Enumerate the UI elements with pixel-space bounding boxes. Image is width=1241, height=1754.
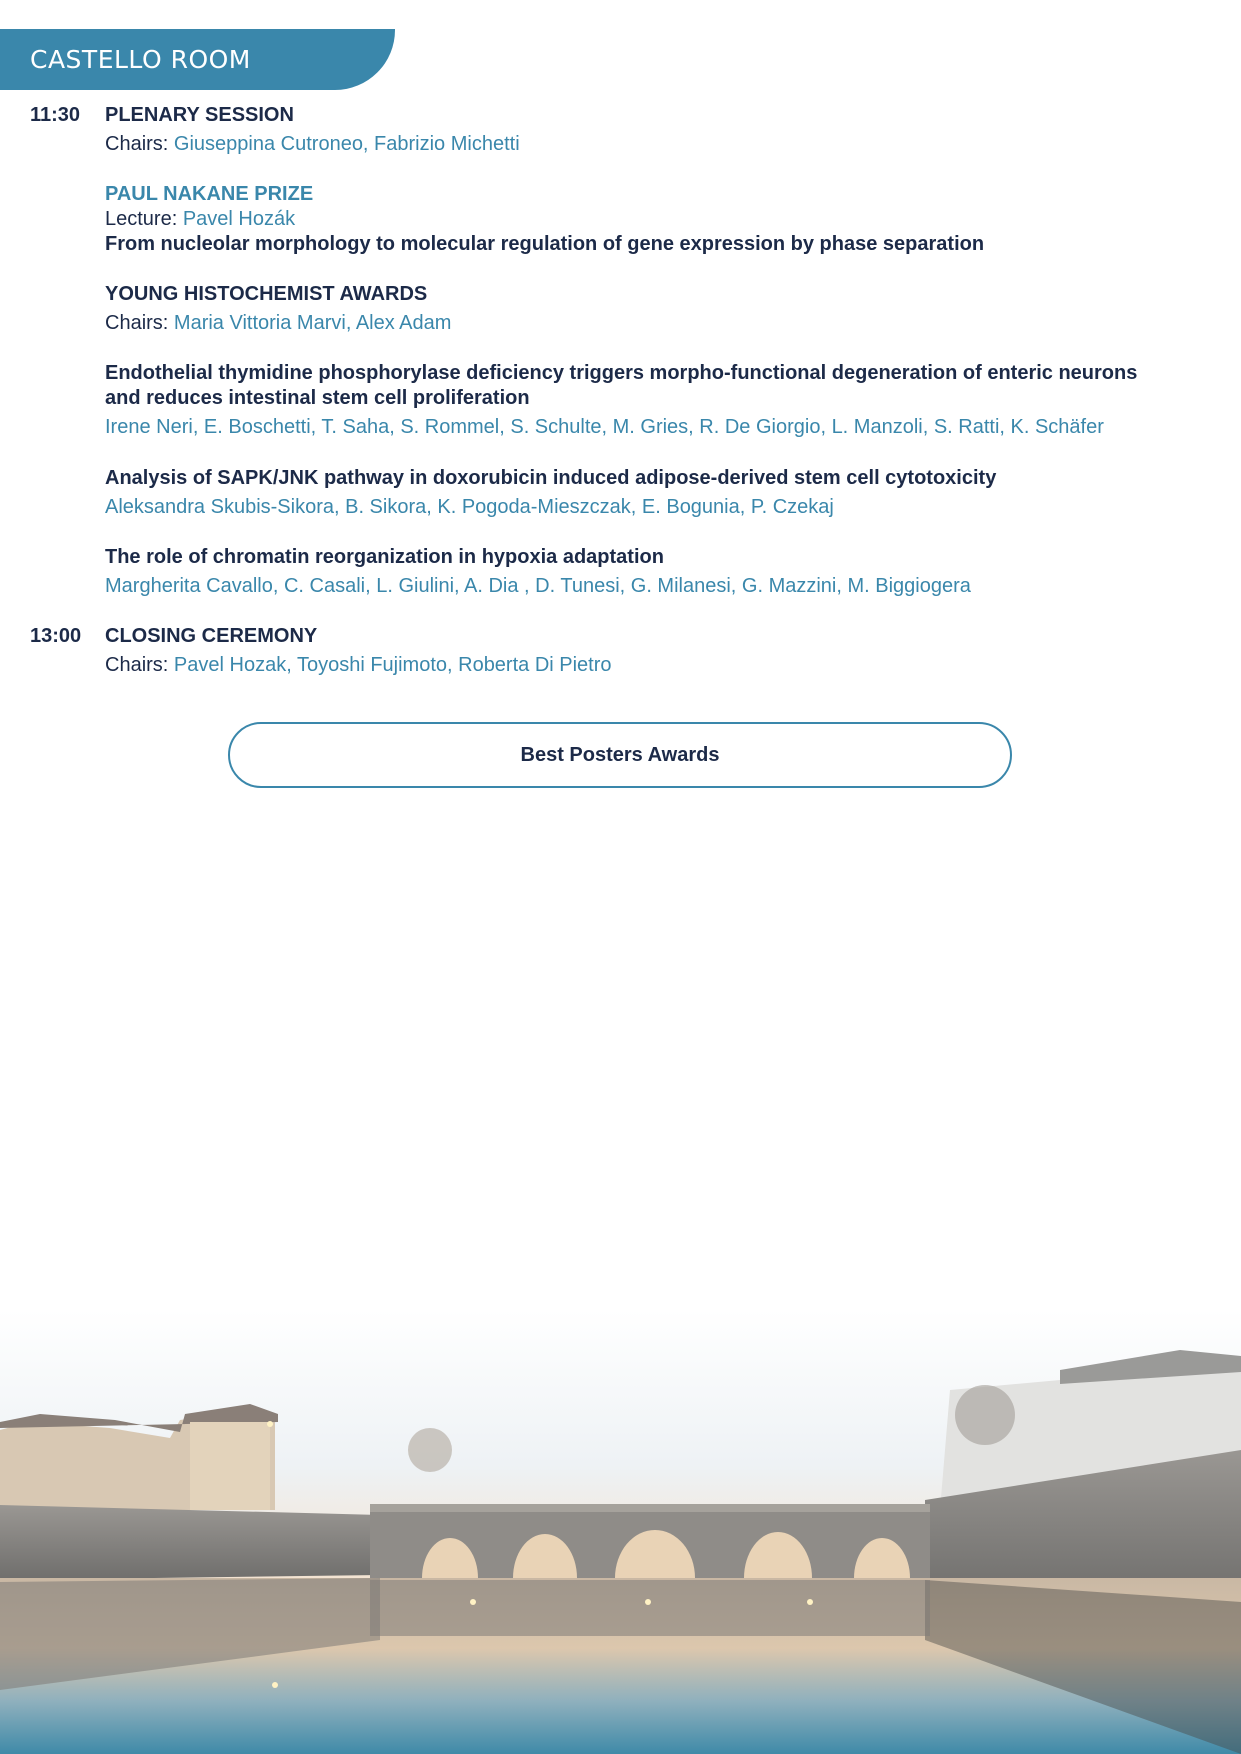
plenary-session-block bbox=[105, 103, 1225, 157]
talk-title: Analysis of SAPK/JNK pathway in doxorubicin induced adipose-derived stem cell cytotoxicity bbox=[105, 467, 997, 489]
talk-authors: Margherita Cavallo, C. Casali, L. Giulini, A. Dia , D. Tunesi, G. Milanesi, G. Mazzini, M. Biggiogera bbox=[105, 575, 971, 597]
young-awards-title: YOUNG HISTOCHEMIST AWARDS bbox=[105, 283, 428, 305]
lecture-label: Lecture: bbox=[105, 208, 178, 230]
talk-item bbox=[105, 466, 1225, 520]
chairs-line bbox=[105, 311, 1225, 336]
chairs-line bbox=[105, 653, 1225, 678]
chairs-line bbox=[105, 132, 1225, 157]
session-time: 13:00 bbox=[30, 625, 82, 647]
lecture-title: From nucleolar morphology to molecular regulation of gene expression by phase separation bbox=[105, 233, 985, 255]
talk-title-cont: and reduces intestinal stem cell proliferation bbox=[105, 387, 530, 409]
chairs-names: Giuseppina Cutroneo, Fabrizio Michetti bbox=[173, 133, 520, 155]
room-header: CASTELLO ROOM bbox=[0, 29, 395, 90]
bridge-photo bbox=[0, 1310, 1241, 1754]
lecturer-name: Pavel Hozák bbox=[182, 208, 296, 230]
talk-title: Endothelial thymidine phosphorylase deficiency triggers morpho-functional degeneration of enteric neurons bbox=[105, 362, 1138, 384]
closing-ceremony-block bbox=[105, 624, 1225, 678]
chairs-label: Chairs: bbox=[105, 654, 169, 676]
talk-authors: Aleksandra Skubis-Sikora, B. Sikora, K. Pogoda-Mieszczak, E. Bogunia, P. Czekaj bbox=[105, 496, 834, 518]
talk-item bbox=[105, 545, 1225, 599]
chairs-label: Chairs: bbox=[105, 312, 169, 334]
talk-item bbox=[105, 361, 1225, 440]
session-time: 11:30 bbox=[30, 104, 81, 126]
talk-authors: Irene Neri, E. Boschetti, T. Saha, S. Rommel, S. Schulte, M. Gries, R. De Giorgio, L. Manzoli, S. Ratti, K. Schäfer bbox=[105, 416, 1104, 438]
session-title: CLOSING CEREMONY bbox=[105, 625, 318, 647]
chairs-names: Pavel Hozak, Toyoshi Fujimoto, Roberta Di Pietro bbox=[173, 654, 612, 676]
chairs-label: Chairs: bbox=[105, 133, 169, 155]
prize-title: PAUL NAKANE PRIZE bbox=[105, 183, 314, 205]
best-posters-awards-button[interactable]: Best Posters Awards bbox=[228, 722, 1012, 788]
talk-title: The role of chromatin reorganization in hypoxia adaptation bbox=[105, 546, 664, 568]
lecture-line bbox=[105, 207, 1225, 232]
session-title: PLENARY SESSION bbox=[105, 104, 294, 126]
chairs-names: Maria Vittoria Marvi, Alex Adam bbox=[173, 312, 452, 334]
prize-block bbox=[105, 182, 1225, 257]
young-awards-block bbox=[105, 282, 1225, 336]
